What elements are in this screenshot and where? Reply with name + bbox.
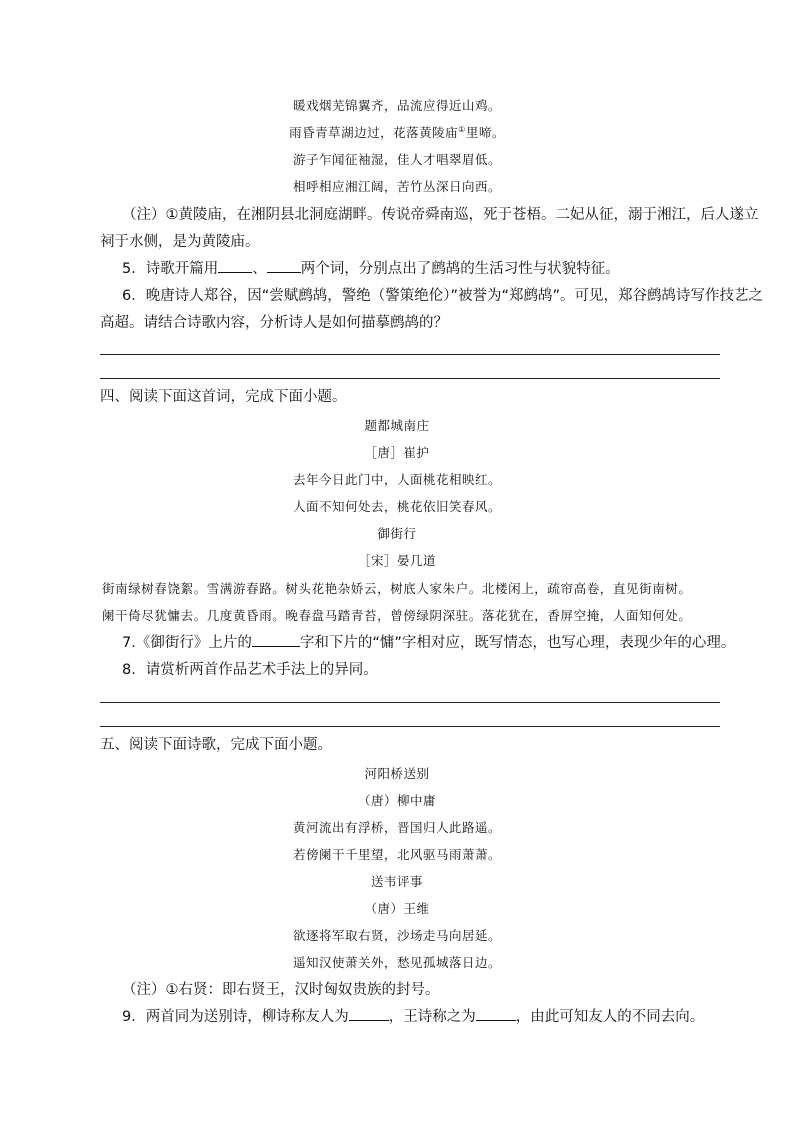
question-text: ，王诗称之为	[388, 1009, 476, 1025]
answer-blank[interactable]	[476, 1006, 516, 1021]
answer-line[interactable]	[100, 726, 720, 727]
question-7	[100, 630, 736, 657]
answer-line[interactable]	[100, 354, 720, 355]
note-line: 祠于水侧，是为黄陵庙。	[100, 234, 260, 250]
answer-blank[interactable]	[349, 1006, 389, 1021]
answer-blank[interactable]	[267, 258, 301, 273]
question-text: 、	[252, 261, 267, 277]
ci-line: 街南绿树春饶絮。雪满游春路。树头花艳杂娇云，树底人家朱户。北楼闲上，疏帘高卷，直见街南树。	[102, 581, 692, 596]
poem-line: 相呼相应湘江阔，苦竹丛深日向西。	[292, 179, 501, 194]
question-6: 6．晚唐诗人郑谷，因“尝赋鹧鸪，警绝（警策绝伦）”被誉为“郑鹧鸪”。可见，郑谷鹧鸪诗写作技艺之	[122, 288, 764, 304]
poem-line: 游子乍闻征袖湿，佳人才唱翠眉低。	[292, 152, 501, 167]
note-marker: ①	[458, 124, 466, 134]
poem-line: 遥知汉使萧关外，愁见孤城落日边。	[292, 955, 501, 970]
poem-line: 黄河流出有浮桥，晋国归人此路遥。	[292, 820, 501, 835]
poem-author: （唐）柳中庸	[357, 793, 436, 808]
note-line: （注）①右贤：即右贤王，汉时匈奴贵族的封号。	[122, 982, 440, 998]
poem-line: 人面不知何处去，桃花依旧笑春风。	[292, 499, 501, 514]
section-heading: 五、阅读下面诗歌，完成下面小题。	[100, 737, 332, 753]
question-text: 两个词，分别点出了鹧鸪的生活习性与状貌特征。	[300, 261, 620, 277]
question-text: 9．两首同为送别诗，柳诗称友人为	[122, 1009, 349, 1025]
poem-line: 暖戏烟芜锦翼齐，品流应得近山鸡。	[292, 98, 501, 113]
poem-title: 送韦评事	[370, 874, 423, 889]
poem-author: （唐）王维	[364, 901, 430, 916]
answer-blank[interactable]	[218, 258, 252, 273]
question-8: 8．请赏析两首作品艺术手法上的异同。	[122, 662, 378, 678]
question-text: ，由此可知友人的不同去向。	[515, 1009, 705, 1025]
poem-line: 欲逐将军取右贤，沙场走马向居延。	[292, 928, 501, 943]
poem-title: 题都城南庄	[364, 418, 430, 433]
poem-line: 去年今日此门中，人面桃花相映红。	[292, 472, 501, 487]
poem-author: ［宋］晏几道	[357, 553, 436, 568]
poem-title: 河阳桥送别	[364, 766, 430, 781]
poem-line-text: 里啼。	[465, 125, 505, 140]
question-6-cont: 高超。请结合诗歌内容，分析诗人是如何描摹鹧鸪的？	[100, 315, 448, 331]
question-5	[100, 256, 720, 283]
ci-line: 阑干倚尽犹慵去。几度黄昏雨。晚春盘马踏青苔，曾傍绿阴深驻。落花犹在，香屏空掩，人面知何处。	[102, 608, 692, 623]
answer-line[interactable]	[100, 378, 720, 379]
section-heading: 四、阅读下面这首词，完成下面小题。	[100, 389, 347, 405]
answer-blank[interactable]	[252, 632, 300, 647]
note-line: （注）①黄陵庙，在湘阴县北洞庭湖畔。传说帝舜南巡，死于苍梧。二妃从征，溺于湘江，后人遂立	[122, 207, 759, 223]
answer-line[interactable]	[100, 702, 720, 703]
question-text: 字和下片的“慵”字相对应，既写情态，也写心理，表现少年的心理。	[299, 635, 736, 651]
question-text: 7.《御街行》上片的	[122, 635, 252, 651]
poem-line: 若傍阑干千里望，北风驱马雨萧萧。	[292, 847, 501, 862]
question-9	[100, 1004, 720, 1031]
poem-title: 御街行	[377, 526, 417, 541]
question-text: 5．诗歌开篇用	[122, 261, 219, 277]
poem-line-text: 雨昏青草湖边过，花落黄陵庙	[289, 125, 459, 140]
poem-line	[0, 123, 794, 141]
poem-author: ［唐］崔护	[364, 445, 430, 460]
note-paragraph	[100, 202, 759, 229]
